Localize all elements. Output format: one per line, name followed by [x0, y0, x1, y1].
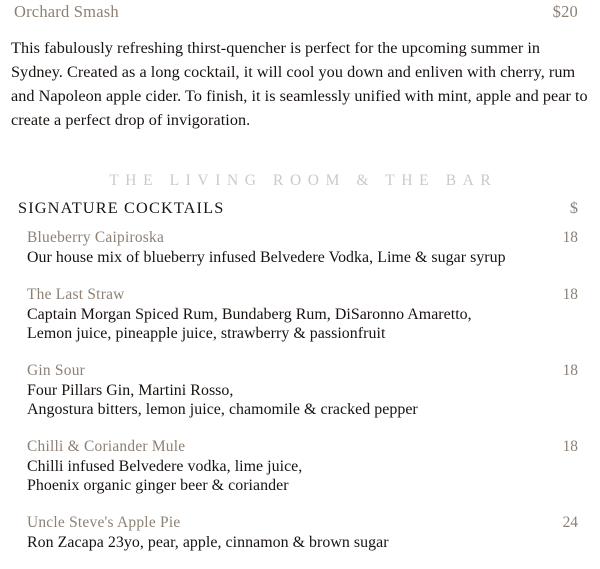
cocktail-description-line: Phoenix organic ginger beer & coriander	[27, 477, 289, 494]
cocktail-item	[0, 228, 600, 268]
featured-cocktail-description: This fabulously refreshing thirst-quencher is perfect for the upcoming summer in Sydney. Created as a long cocktail, it will cool you down and enliven with cherry, rum and Napoleon apple cider. To finish, it is seamlessly unified with mint, apple and pear to create a perfect drop of invigoration.	[11, 39, 588, 129]
cocktail-price: 18	[562, 361, 578, 379]
section-header	[0, 198, 600, 220]
cocktail-item	[0, 285, 600, 344]
section-title: SIGNATURE COCKTAILS	[18, 198, 225, 217]
cocktail-description-line: Angostura bitters, lemon juice, chamomile & cracked pepper	[27, 401, 418, 418]
cocktail-price: 24	[562, 513, 578, 531]
cocktail-description-line: Ron Zacapa 23yo, pear, apple, cinnamon & brown sugar	[27, 533, 389, 551]
cocktail-name: Uncle Steve's Apple Pie	[27, 513, 181, 531]
featured-cocktail	[0, 0, 600, 129]
cocktail-price: 18	[562, 285, 578, 303]
cocktail-name: The Last Straw	[27, 285, 125, 303]
section-price-column-header: $	[569, 198, 578, 217]
cocktail-name: Chilli & Coriander Mule	[27, 437, 186, 455]
cocktail-description-line: Lemon juice, pineapple juice, strawberry & passionfruit	[27, 325, 386, 342]
cocktail-list	[0, 228, 600, 569]
cocktail-description-line: Captain Morgan Spiced Rum, Bundaberg Rum, DiSaronno Amaretto,	[27, 305, 472, 323]
cocktail-description-line: Chilli infused Belvedere vodka, lime juice,	[27, 457, 303, 475]
cocktail-price: 18	[562, 229, 578, 246]
venue-title: THE LIVING ROOM & THE BAR	[109, 172, 498, 189]
cocktail-name: Blueberry Caipiroska	[27, 229, 165, 246]
cocktail-description-line: Four Pillars Gin, Martini Rosso,	[27, 381, 234, 399]
cocktail-description-line: Our house mix of blueberry infused Belvedere Vodka, Lime & sugar syrup	[27, 249, 506, 266]
featured-cocktail-name: Orchard Smash	[14, 2, 119, 21]
cocktail-item	[0, 437, 600, 496]
cocktail-item	[0, 513, 600, 553]
featured-cocktail-header	[0, 0, 600, 24]
cocktail-item	[0, 361, 600, 420]
featured-cocktail-price: $20	[552, 2, 578, 21]
cocktail-name: Gin Sour	[27, 361, 86, 379]
cocktail-price: 18	[562, 437, 578, 455]
